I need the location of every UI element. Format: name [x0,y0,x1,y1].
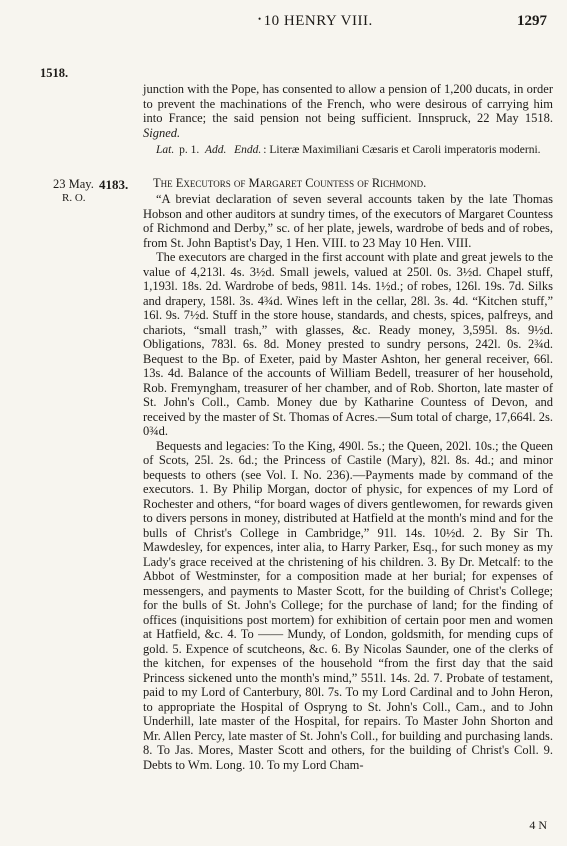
entry-body [143,176,553,772]
previous-entry-body: junction with the Pope, has consented to allow a pension of 1,200 ducats, in order to prevent the machinations of the French, who were desirous of carrying him into France; the said pension not being sufficient. Innspruck, 22 May 1518. [143,82,553,125]
source-note: : Literæ Maximiliani Cæsaris et Caroli imperatoris moderni. [263,144,541,156]
entry-date: 23 May. [53,177,94,191]
source-lang: Lat. [156,144,175,156]
entry-paragraph-2: The executors are charged in the first account with plate and great jewels to the value of 4,213l. 4s. 3½d. Small jewels, valued at 250l. 0s. 3½d. Chapel stuff, 1,193l. 18s. 2d. Wardrobe of beds, 981l. 14s. 1½d.; of robes, 126l. 19s. 7d. Silks and drapery, 158l. 3s. 4¾d. Wines left in the cellar, 28l. 3s. 4d. “Kitchen stuff,” 16l. 9s. 7½d. Stuff in the store house, standards, and chests, spices, palfreys, and chariots, “small trash,” with glasses, &c. Ready money, 3,595l. 8s. 9½d. Obligations, 783l. 6s. 8d. Money prested to sundry persons, 242l. 0s. 2¾d. Bequest to the Bp. of Exeter, paid by Master Ashton, her general receiver, 66l. 13s. 4d. Balance of the accounts of William Bedell, treasurer of her household, Rob. Fremyngham, treasurer of her chamber, and of Rob. Shorton, late master of St. John's Coll., Camb. Money due by Katharine Countess of Devon, and received by the master of St. Thomas of Acres.—Sum total of charge, 17,664l. 2s. 0¾d. [143,250,553,438]
previous-entry [143,82,553,158]
source-pages: p. 1. [179,144,200,156]
entry-source: R. O. [62,192,86,204]
running-head [0,10,567,32]
running-head-title-text: 10 HENRY VIII. [263,13,373,29]
entry-paragraph-1: “A brevіat declaration of seven several accounts taken by the late Thomas Hobson and other auditors at sundry times, of the executors of Margaret Countess of Richmond and Derby,” sc. of her plate, jewels, wardrobe of beds and of robes, from St. John Baptist's Day, 1 Hen. VIII. to 23 May 10 Hen. VIII. [143,192,553,250]
previous-entry-source [143,144,553,158]
signature-mark: 4 N [529,818,547,832]
previous-entry-signed: Signed. [143,125,181,140]
source-add: Add. [204,144,227,156]
entry-heading: The Executors of Margaret Countess of Richmond. [153,176,427,190]
running-head-title: • 10 HENRY VIII. [258,13,373,29]
entry-paragraph-3: Bequests and legacies: To the King, 490l. 5s.; the Queen, 202l. 10s.; the Queen of Scots, 25l. 2s. 6d.; the Princess of Castile (Mary), 82l. 8s. 4d.; and minor bequests to others (see Vol. I. No. 236).—Payments made by command of the executors. 1. By Philip Morgan, doctor of physic, for expences of my Lord of Rochester and others, “for board wages of divers gentlewomen, for rewards given to divers persons in money, distributed at Hatfield at the month's mind and for the bulls of Christ's College in Cambridge,” 91l. 14s. 10½d. 2. By Sir Th. Mawdesley, for expences, inter alia, to Harry Parker, Esq., for such money as my Lady's grace received at the christening of his children. 3. By Dr. Metcalf: to the Abbot of Westminster, for a composition made at her burial; for expenses of messengers, and payments to Master Scott, for the building of Christ's College; for the bulls of St. John's College; for the purchase of land; for the finding of offices (inquisitions post mortem) for exhibition of certain poor men and women at Hatfield, &c. 4. To —— Mundy, of London, goldsmith, for mending cups of gold. 5. Expence of scutcheons, &c. 6. By Nicolas Saunder, one of the clerks of the kitchen, for expenses of the household “from the first day that the said Princess sickened unto the month's mind,” 551l. 14s. 2d. 7. Probate of testament, paid to my Lord of Canterbury, 80l. 7s. To my Lord Cardinal and to John Heron, to appropriate the Hospital of Ospryng to St. John's Coll., Cam., and to John Underhill, late master of the Hospital, for repairs. To Master John Shorton and Mr. Allen Percy, late master of St. John's Coll., for building and purchasing lands. 8. To Jas. Mores, Master Scott and others, for the building of Christ's Coll. 9. Debts to Wm. Long. 10. To my Lord Cham- [143,438,553,772]
previous-entry-text [143,82,553,140]
page-number: 1297 [517,13,547,29]
year-label: 1518. [40,66,69,80]
source-endd: Endd. [234,144,262,156]
entry-number: 4183. [99,177,129,192]
